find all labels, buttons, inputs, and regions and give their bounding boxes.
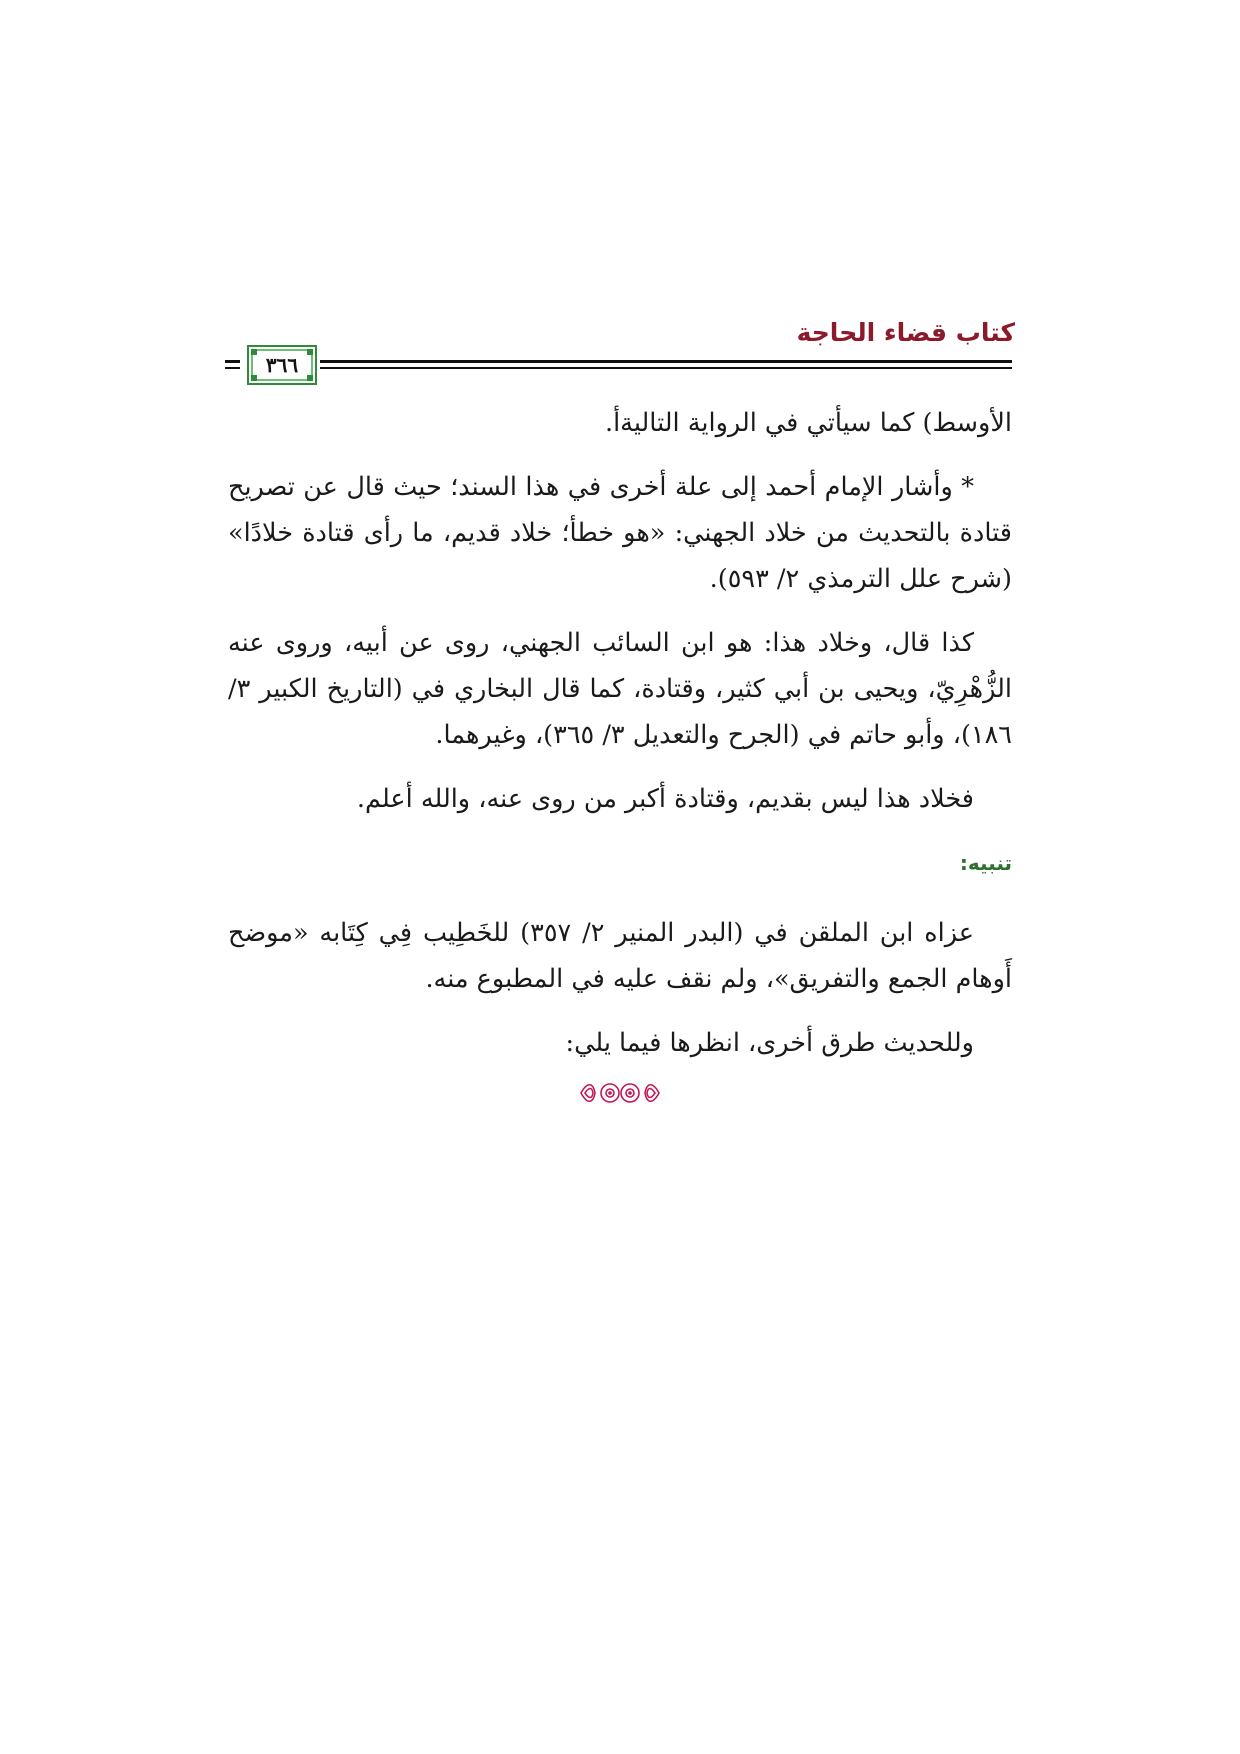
badge-corner-icon [307,375,313,381]
paragraph-khallad: كذا قال، وخلاد هذا: هو ابن السائب الجهني، روى عن أبيه، وروى عنه الزُّهْرِيّ، ويحيى بن أبي كثير، وقتادة، كما قال البخاري في (التاريخ الكبير ٣/ ١٨٦)، وأبو حاتم في (الجرح والتعديل ٣/ ٣٦٥)، وغيرهما. [228,628,1012,750]
header-rule-thick [225,360,1012,363]
page-body [228,400,1012,1084]
badge-corner-icon [307,349,313,355]
paragraph-imam-ahmad: * وأشار الإمام أحمد إلى علة أخرى في هذا السند؛ حيث قال عن تصريح قتادة بالتحديث من خلاد الجهني: «هو خطأ؛ خلاد قديم، ما رأى قتادة خلادًا» (شرح علل الترمذي ٢/ ٥٩٣). [228,472,1012,594]
note-label: تنبيه: [959,851,1012,875]
badge-corner-icon [251,375,257,381]
section-end-ornament [0,1078,1240,1108]
header-rule-thin [225,367,1012,369]
page-number: ٣٦٦ [265,353,299,377]
badge-corner-icon [251,349,257,355]
paragraph-continuation: الأوسط) كما سيأتي في الرواية التاليةأ. [604,408,1012,438]
paragraph-conclusion: فخلاد هذا ليس بقديم، وقتادة أكبر من روى عنه، والله أعلم. [356,784,974,814]
note-paragraph-ibn-mulaqqin: عزاه ابن الملقن في (البدر المنير ٢/ ٣٥٧) للخَطِيب فِي كِتَابه «موضح أَوهام الجمع والتفريق»، ولم نقف عليه في المطبوع منه. [228,918,1012,994]
page-number-badge [247,345,317,385]
note-paragraph-other-routes: وللحديث طرق أخرى، انظرها فيما يلي: [565,1028,974,1058]
floral-ornament-icon [577,1078,663,1108]
book-title: كتاب قضاء الحاجة [796,318,1015,347]
